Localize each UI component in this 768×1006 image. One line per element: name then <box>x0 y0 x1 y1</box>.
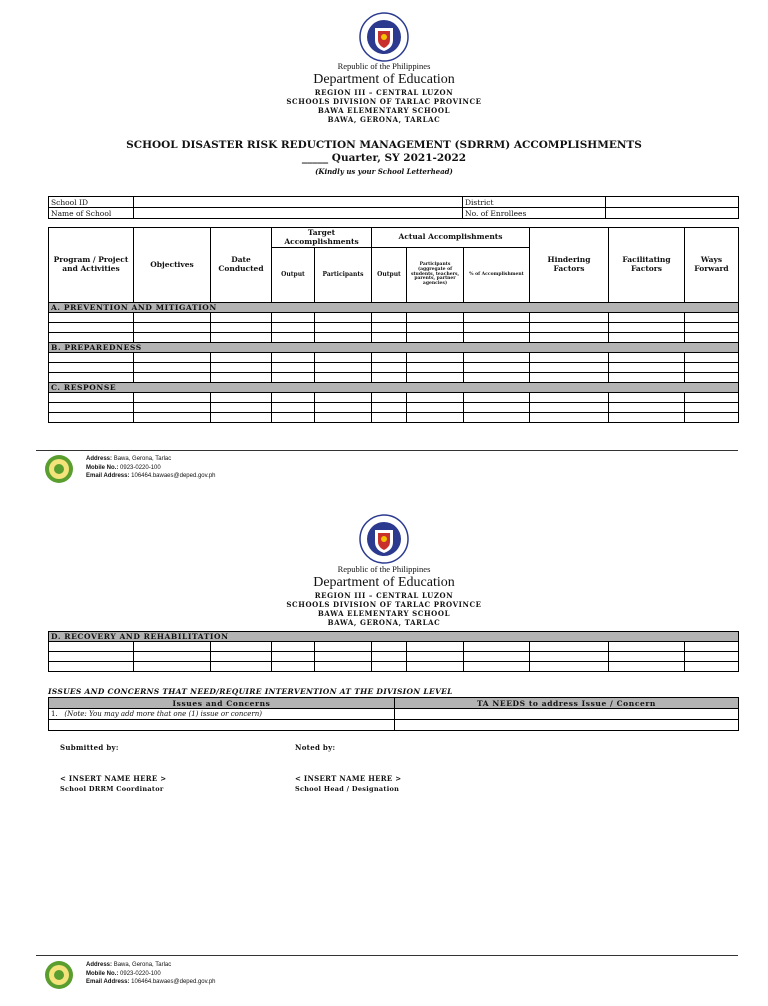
col-actual-pct: % of Accomplishment <box>464 248 530 303</box>
deped-seal-icon <box>359 12 409 62</box>
noter-role: School Head / Designation <box>295 785 400 793</box>
page-1 <box>0 0 768 490</box>
header-school: BAWA ELEMENTARY SCHOOL <box>317 106 451 115</box>
table-row[interactable] <box>49 652 739 662</box>
school-id-field[interactable] <box>134 197 463 208</box>
school-name-label: Name of School <box>49 208 134 219</box>
table-row[interactable] <box>49 333 739 343</box>
col-target: Target Accomplishments <box>272 228 372 248</box>
header-republic: Republic of the Philippines <box>337 61 431 71</box>
school-logo-icon <box>44 960 74 990</box>
issue-note: (Note: You may add more that one (1) issue or concern) <box>64 710 263 718</box>
col-actual-participants: Participants (aggregate of students, teachers, parents, partner agencies) <box>407 248 464 303</box>
table-row[interactable] <box>49 413 739 423</box>
deped-seal-icon <box>359 514 409 564</box>
header-location: BAWA, GERONA, TARLAC <box>327 115 441 124</box>
issues-title: ISSUES AND CONCERNS THAT NEED/REQUIRE INTERVENTION AT THE DIVISION LEVEL <box>48 687 453 696</box>
col-actual-output: Output <box>372 248 407 303</box>
header-republic: Republic of the Philippines <box>337 564 431 574</box>
footer-divider <box>36 450 738 451</box>
district-label: District <box>463 197 606 208</box>
table-row[interactable] <box>49 363 739 373</box>
col-objectives: Objectives <box>134 228 211 303</box>
header-school: BAWA ELEMENTARY SCHOOL <box>317 609 451 618</box>
school-id-label: School ID <box>49 197 134 208</box>
accomplishments-table <box>48 227 739 423</box>
page-2 <box>0 500 768 1006</box>
header-department: Department of Education <box>313 72 455 87</box>
col-date: Date Conducted <box>211 228 272 303</box>
col-target-output: Output <box>272 248 315 303</box>
header-department: Department of Education <box>313 575 455 590</box>
footer-divider <box>36 955 738 956</box>
issue-number: 1. <box>51 710 58 718</box>
noted-by-label: Noted by: <box>295 743 336 752</box>
school-logo-icon <box>44 454 74 484</box>
submitted-by-label: Submitted by: <box>60 743 119 752</box>
recovery-table <box>48 631 739 672</box>
table-row[interactable] <box>49 323 739 333</box>
col-facilitating: Facilitating Factors <box>609 228 685 303</box>
col-program: Program / Project and Activities <box>49 228 134 303</box>
table-row[interactable] <box>49 353 739 363</box>
form-title: SCHOOL DISASTER RISK REDUCTION MANAGEMENT (SDRRM) ACCOMPLISHMENTS <box>126 139 642 151</box>
form-quarter: _____ Quarter, SY 2021-2022 <box>301 152 467 164</box>
submitter-role: School DRRM Coordinator <box>60 785 164 793</box>
header-division: SCHOOLS DIVISION OF TARLAC PROVINCE <box>286 600 482 609</box>
section-b-header: B. PREPAREDNESS <box>49 343 739 353</box>
table-row[interactable] <box>49 403 739 413</box>
issues-table <box>48 697 739 731</box>
col-target-participants: Participants <box>315 248 372 303</box>
table-row[interactable] <box>49 720 739 731</box>
table-row[interactable] <box>49 313 739 323</box>
header-region: REGION III – CENTRAL LUZON <box>314 591 454 600</box>
enrollees-label: No. of Enrollees <box>463 208 606 219</box>
table-row[interactable] <box>49 662 739 672</box>
table-row[interactable] <box>49 393 739 403</box>
school-name-field[interactable] <box>134 208 463 219</box>
footer-contact: Address: Bawa, Gerona, Tarlac Mobile No.: 0923-0220-100 Email Address: 106464.bawaes@deped.gov.ph <box>86 456 216 479</box>
section-a-header: A. PREVENTION AND MITIGATION <box>49 303 739 313</box>
table-row[interactable] <box>49 373 739 383</box>
col-ways: Ways Forward <box>685 228 739 303</box>
noter-name[interactable]: < INSERT NAME HERE > <box>295 774 402 783</box>
footer-contact: Address: Bawa, Gerona, Tarlac Mobile No.: 0923-0220-100 Email Address: 106464.bawaes@deped.gov.ph <box>86 962 216 985</box>
table-row[interactable] <box>49 642 739 652</box>
header-location: BAWA, GERONA, TARLAC <box>327 618 441 627</box>
issues-col-issues: Issues and Concerns <box>49 698 395 709</box>
enrollees-field[interactable] <box>606 208 739 219</box>
header-region: REGION III – CENTRAL LUZON <box>314 88 454 97</box>
table-row[interactable] <box>49 709 739 720</box>
header-division: SCHOOLS DIVISION OF TARLAC PROVINCE <box>286 97 482 106</box>
submitter-name[interactable]: < INSERT NAME HERE > <box>60 774 167 783</box>
district-field[interactable] <box>606 197 739 208</box>
ta-needs-field[interactable] <box>395 709 739 720</box>
school-info-table <box>48 196 739 219</box>
section-d-header: D. RECOVERY AND REHABILITATION <box>49 632 739 642</box>
col-hindering: Hindering Factors <box>530 228 609 303</box>
issues-col-ta-needs: TA NEEDS to address Issue / Concern <box>395 698 739 709</box>
section-c-header: C. RESPONSE <box>49 383 739 393</box>
letterhead-note: (Kindly us your School Letterhead) <box>315 167 453 176</box>
col-actual: Actual Accomplishments <box>372 228 530 248</box>
